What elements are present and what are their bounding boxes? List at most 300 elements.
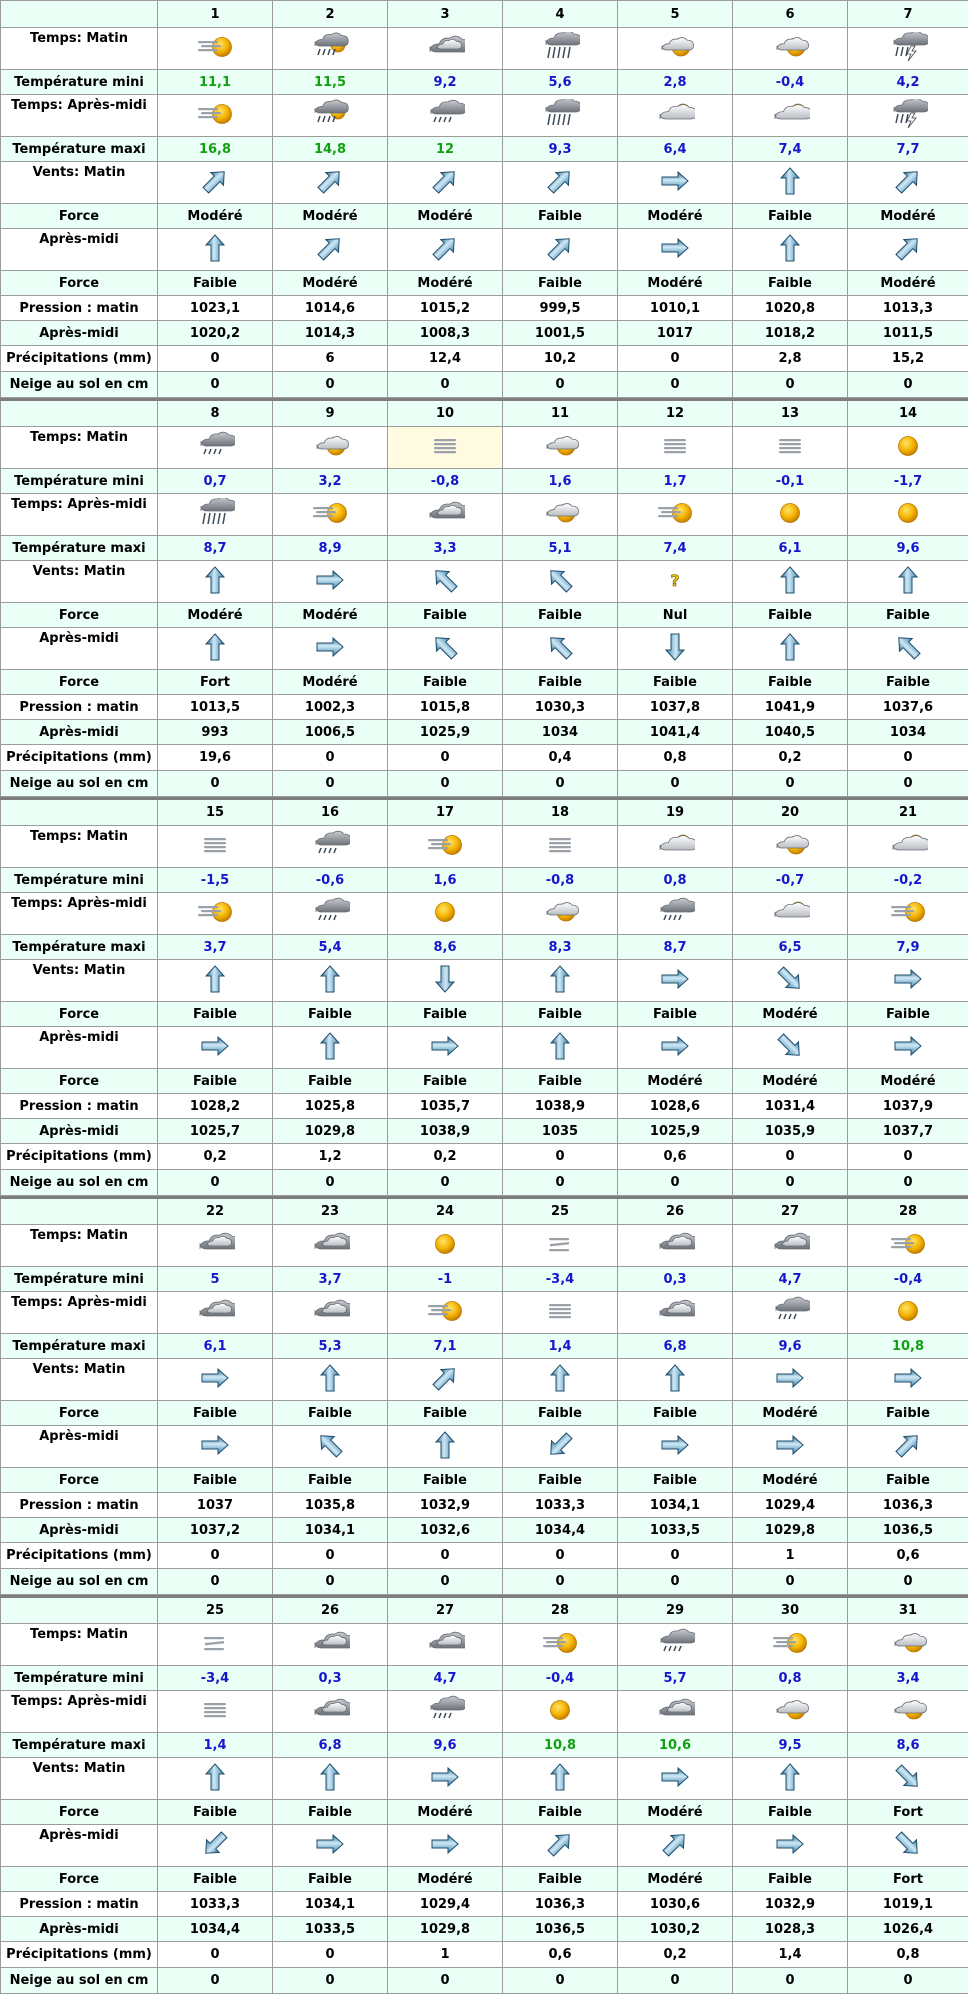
- question-icon: [655, 565, 695, 599]
- wind-afternoon-cell: [158, 1426, 273, 1468]
- sky-morning-cell: [273, 826, 388, 868]
- precipitation-label: Précipitations (mm): [1, 1942, 158, 1968]
- arrow-e-icon: [655, 233, 695, 267]
- wind-afternoon-cell: [273, 1426, 388, 1468]
- arrow-nw-icon: [888, 632, 928, 666]
- wind-morning-label: Vents: Matin: [1, 960, 158, 1002]
- wind-afternoon-row: [1, 229, 968, 271]
- temp-min-cell: -0,6: [273, 868, 388, 893]
- sky-afternoon-cell: [388, 95, 503, 137]
- pressure-morning-cell: 1035,8: [273, 1493, 388, 1518]
- sky-afternoon-cell: [618, 494, 733, 536]
- wind-morning-cell: [388, 960, 503, 1002]
- sky-afternoon-cell: [273, 95, 388, 137]
- wind-morning-cell: [848, 960, 968, 1002]
- force-morning-cell: Modéré: [273, 603, 388, 628]
- pressure-afternoon-cell: 1025,9: [618, 1119, 733, 1144]
- wind-afternoon-cell: [618, 1825, 733, 1867]
- arrow-e-icon: [195, 1430, 235, 1464]
- arrow-n-icon: [195, 565, 235, 599]
- temp-min-cell: 2,8: [618, 70, 733, 95]
- snow-depth-cell: 0: [158, 1968, 273, 1994]
- sky-afternoon-cell: [273, 494, 388, 536]
- pressure-morning-row: [1, 296, 968, 321]
- pressure-morning-cell: 1034,1: [618, 1493, 733, 1518]
- pressure-morning-cell: 1020,8: [733, 296, 848, 321]
- pressure-morning-cell: 1025,8: [273, 1094, 388, 1119]
- temp-min-cell: -1,7: [848, 469, 968, 494]
- pressure-morning-label: Pression : matin: [1, 1094, 158, 1119]
- precipitation-row: [1, 1942, 968, 1968]
- temp-max-row: [1, 137, 968, 162]
- force-afternoon-cell: Faible: [273, 1867, 388, 1892]
- cloud-icon: [310, 1296, 350, 1330]
- sky-morning-cell: [848, 826, 968, 868]
- day-number-row: [1, 799, 968, 826]
- week-table: [0, 1595, 968, 1994]
- temp-min-label: Température mini: [1, 1267, 158, 1292]
- pressure-afternoon-cell: 1018,2: [733, 321, 848, 346]
- arrow-n-icon: [310, 1762, 350, 1796]
- snow-depth-label: Neige au sol en cm: [1, 372, 158, 398]
- snow-depth-cell: 0: [733, 1968, 848, 1994]
- corner-cell: [1, 1597, 158, 1624]
- precipitation-cell: 0: [848, 745, 968, 771]
- pressure-morning-cell: 999,5: [503, 296, 618, 321]
- sky-morning-label: Temps: Matin: [1, 826, 158, 868]
- snow-depth-cell: 0: [158, 372, 273, 398]
- arrow-n-icon: [770, 632, 810, 666]
- precipitation-cell: 0: [503, 1144, 618, 1170]
- precipitation-cell: 19,6: [158, 745, 273, 771]
- cloud-icon: [195, 1296, 235, 1330]
- day-number-cell: 26: [273, 1597, 388, 1624]
- pressure-morning-cell: 1034,1: [273, 1892, 388, 1917]
- arrow-n-icon: [540, 964, 580, 998]
- sun-cloud-icon: [655, 32, 695, 66]
- wind-morning-cell: [158, 1359, 273, 1401]
- temp-max-cell: 8,7: [158, 536, 273, 561]
- precipitation-cell: 10,2: [503, 346, 618, 372]
- snow-depth-cell: 0: [733, 1569, 848, 1595]
- sky-afternoon-cell: [848, 1691, 968, 1733]
- sky-morning-cell: [388, 826, 503, 868]
- wind-afternoon-cell: [158, 229, 273, 271]
- force-morning-cell: Modéré: [733, 1401, 848, 1426]
- sun-cloud-icon: [888, 1628, 928, 1662]
- fog-icon: [655, 431, 695, 465]
- sky-afternoon-label: Temps: Après-midi: [1, 1292, 158, 1334]
- sky-afternoon-cell: [158, 1292, 273, 1334]
- sky-morning-cell: [503, 1225, 618, 1267]
- heavy-rain-icon: [540, 99, 580, 133]
- wind-afternoon-cell: [733, 229, 848, 271]
- sun-cloud-wind-icon: [540, 1628, 580, 1662]
- temp-min-cell: 0,8: [618, 868, 733, 893]
- force-morning-cell: Faible: [158, 1002, 273, 1027]
- wind-morning-cell: [733, 1359, 848, 1401]
- sky-morning-row: [1, 826, 968, 868]
- temp-min-row: [1, 868, 968, 893]
- arrow-n-icon: [770, 565, 810, 599]
- pressure-morning-label: Pression : matin: [1, 695, 158, 720]
- pressure-afternoon-cell: 993: [158, 720, 273, 745]
- arrow-ne-icon: [888, 233, 928, 267]
- precipitation-cell: 0: [388, 745, 503, 771]
- day-number-cell: 12: [618, 400, 733, 427]
- snow-depth-cell: 0: [733, 771, 848, 797]
- precipitation-label: Précipitations (mm): [1, 1144, 158, 1170]
- precipitation-cell: 0,2: [388, 1144, 503, 1170]
- arrow-e-icon: [425, 1829, 465, 1863]
- arrow-e-icon: [770, 1430, 810, 1464]
- sky-afternoon-cell: [733, 1292, 848, 1334]
- wind-morning-row: [1, 561, 968, 603]
- precipitation-label: Précipitations (mm): [1, 1543, 158, 1569]
- force-afternoon-cell: Faible: [158, 1867, 273, 1892]
- pressure-afternoon-cell: 1006,5: [273, 720, 388, 745]
- sky-afternoon-label: Temps: Après-midi: [1, 893, 158, 935]
- pressure-morning-cell: 1038,9: [503, 1094, 618, 1119]
- pressure-afternoon-cell: 1037,2: [158, 1518, 273, 1543]
- force-morning-cell: Faible: [388, 603, 503, 628]
- sun-cloud-wind-icon: [425, 830, 465, 864]
- force-morning-cell: Modéré: [733, 1002, 848, 1027]
- force-morning-row: [1, 1002, 968, 1027]
- pressure-afternoon-cell: 1034,4: [503, 1518, 618, 1543]
- pressure-afternoon-cell: 1025,9: [388, 720, 503, 745]
- temp-max-cell: 6,8: [273, 1733, 388, 1758]
- temp-min-cell: -3,4: [503, 1267, 618, 1292]
- snow-depth-label: Neige au sol en cm: [1, 1968, 158, 1994]
- force-afternoon-cell: Faible: [273, 1069, 388, 1094]
- heavy-rain-icon: [195, 498, 235, 532]
- temp-min-cell: 4,7: [388, 1666, 503, 1691]
- temp-min-cell: -3,4: [158, 1666, 273, 1691]
- day-number-cell: 10: [388, 400, 503, 427]
- temp-min-cell: 1,7: [618, 469, 733, 494]
- arrow-n-icon: [770, 1762, 810, 1796]
- sky-afternoon-cell: [733, 893, 848, 935]
- pressure-afternoon-cell: 1026,4: [848, 1917, 968, 1942]
- snow-depth-cell: 0: [503, 1569, 618, 1595]
- sun-icon: [425, 1229, 465, 1263]
- wind-afternoon-cell: [273, 1825, 388, 1867]
- precipitation-cell: 0: [158, 1543, 273, 1569]
- pressure-morning-cell: 1032,9: [388, 1493, 503, 1518]
- sky-afternoon-cell: [273, 1292, 388, 1334]
- precipitation-cell: 15,2: [848, 346, 968, 372]
- temp-max-cell: 7,4: [733, 137, 848, 162]
- pressure-morning-label: Pression : matin: [1, 1493, 158, 1518]
- day-number-cell: 19: [618, 799, 733, 826]
- sun-icon: [770, 498, 810, 532]
- day-number-cell: 27: [733, 1198, 848, 1225]
- temp-min-cell: 11,5: [273, 70, 388, 95]
- force-afternoon-row: [1, 1468, 968, 1493]
- pressure-morning-cell: 1014,6: [273, 296, 388, 321]
- wind-morning-row: [1, 960, 968, 1002]
- wind-morning-cell: [503, 1758, 618, 1800]
- temp-max-cell: 10,6: [618, 1733, 733, 1758]
- rain-icon: [310, 830, 350, 864]
- sky-afternoon-cell: [733, 1691, 848, 1733]
- force-afternoon-cell: Modéré: [618, 1867, 733, 1892]
- week-table: [0, 1196, 968, 1595]
- arrow-e-icon: [310, 1829, 350, 1863]
- force-afternoon-cell: Faible: [733, 1867, 848, 1892]
- force-morning-cell: Faible: [733, 204, 848, 229]
- wind-morning-label: Vents: Matin: [1, 561, 158, 603]
- sky-morning-label: Temps: Matin: [1, 28, 158, 70]
- sky-morning-cell: [503, 1624, 618, 1666]
- pressure-afternoon-cell: 1036,5: [848, 1518, 968, 1543]
- wind-morning-cell: [848, 561, 968, 603]
- pressure-afternoon-cell: 1033,5: [618, 1518, 733, 1543]
- arrow-se-icon: [770, 964, 810, 998]
- day-number-cell: 16: [273, 799, 388, 826]
- sky-afternoon-cell: [388, 893, 503, 935]
- pressure-afternoon-cell: 1034,1: [273, 1518, 388, 1543]
- snow-depth-cell: 0: [273, 771, 388, 797]
- pressure-morning-cell: 1037,8: [618, 695, 733, 720]
- arrow-n-icon: [425, 1430, 465, 1464]
- sky-afternoon-cell: [273, 893, 388, 935]
- precipitation-row: [1, 745, 968, 771]
- force-morning-cell: Faible: [848, 1002, 968, 1027]
- arrow-e-icon: [655, 964, 695, 998]
- force-morning-cell: Nul: [618, 603, 733, 628]
- day-number-cell: 9: [273, 400, 388, 427]
- force-afternoon-cell: Faible: [733, 670, 848, 695]
- temp-max-cell: 7,9: [848, 935, 968, 960]
- pressure-afternoon-cell: 1030,2: [618, 1917, 733, 1942]
- force-morning-cell: Faible: [273, 1002, 388, 1027]
- snow-depth-row: [1, 372, 968, 398]
- wind-morning-cell: [733, 162, 848, 204]
- temp-min-label: Température mini: [1, 70, 158, 95]
- sky-morning-cell: [273, 1624, 388, 1666]
- arrow-e-icon: [770, 1363, 810, 1397]
- wind-afternoon-cell: [848, 1825, 968, 1867]
- force-morning-cell: Faible: [618, 1002, 733, 1027]
- week-table: [0, 0, 968, 398]
- sky-afternoon-cell: [388, 1691, 503, 1733]
- arrow-e-icon: [888, 1031, 928, 1065]
- wind-afternoon-cell: [618, 628, 733, 670]
- arrow-n-icon: [195, 632, 235, 666]
- precipitation-cell: 0,2: [733, 745, 848, 771]
- pressure-afternoon-row: [1, 1518, 968, 1543]
- pressure-afternoon-label: Après-midi: [1, 1119, 158, 1144]
- sky-morning-cell: [388, 28, 503, 70]
- snow-depth-cell: 0: [618, 1569, 733, 1595]
- wind-afternoon-cell: [158, 628, 273, 670]
- wind-morning-cell: [848, 1359, 968, 1401]
- temp-min-label: Température mini: [1, 1666, 158, 1691]
- precipitation-cell: 0: [273, 1942, 388, 1968]
- temp-max-cell: 1,4: [503, 1334, 618, 1359]
- force-afternoon-row: [1, 1069, 968, 1094]
- force-morning-cell: Faible: [618, 1401, 733, 1426]
- arrow-se-icon: [770, 1031, 810, 1065]
- arrow-n-icon: [770, 233, 810, 267]
- arrow-e-icon: [195, 1031, 235, 1065]
- temp-min-row: [1, 469, 968, 494]
- day-number-cell: 17: [388, 799, 503, 826]
- day-number-cell: 26: [618, 1198, 733, 1225]
- wind-afternoon-cell: [733, 1825, 848, 1867]
- wind-afternoon-cell: [503, 229, 618, 271]
- arrow-n-icon: [540, 1031, 580, 1065]
- force-morning-label: Force: [1, 204, 158, 229]
- snow-depth-cell: 0: [273, 1968, 388, 1994]
- force-morning-cell: Modéré: [158, 204, 273, 229]
- force-morning-cell: Faible: [503, 1401, 618, 1426]
- pressure-afternoon-cell: 1011,5: [848, 321, 968, 346]
- arrow-n-icon: [655, 1363, 695, 1397]
- pressure-morning-cell: 1037: [158, 1493, 273, 1518]
- wind-morning-cell: [848, 1758, 968, 1800]
- sun-icon: [888, 1296, 928, 1330]
- force-morning-cell: Modéré: [848, 204, 968, 229]
- force-afternoon-cell: Faible: [503, 271, 618, 296]
- wind-afternoon-cell: [503, 1426, 618, 1468]
- sky-afternoon-cell: [503, 1691, 618, 1733]
- force-afternoon-cell: Faible: [158, 1468, 273, 1493]
- force-afternoon-cell: Faible: [733, 271, 848, 296]
- sky-afternoon-cell: [618, 1691, 733, 1733]
- sky-afternoon-label: Temps: Après-midi: [1, 95, 158, 137]
- sky-morning-cell: [618, 28, 733, 70]
- precipitation-cell: 0,6: [618, 1144, 733, 1170]
- temp-max-cell: 14,8: [273, 137, 388, 162]
- precipitation-cell: 0,8: [848, 1942, 968, 1968]
- day-number-cell: 20: [733, 799, 848, 826]
- sky-afternoon-cell: [503, 893, 618, 935]
- wind-afternoon-row: [1, 1027, 968, 1069]
- snow-depth-cell: 0: [388, 1569, 503, 1595]
- day-number-cell: 24: [388, 1198, 503, 1225]
- pressure-afternoon-row: [1, 1119, 968, 1144]
- day-number-cell: 18: [503, 799, 618, 826]
- day-number-cell: 8: [158, 400, 273, 427]
- wind-morning-cell: [503, 162, 618, 204]
- fog-low-icon: [195, 1628, 235, 1662]
- pressure-afternoon-cell: 1035,9: [733, 1119, 848, 1144]
- wind-morning-cell: [618, 1758, 733, 1800]
- wind-morning-cell: [503, 1359, 618, 1401]
- wind-morning-cell: [388, 1359, 503, 1401]
- wind-afternoon-row: [1, 628, 968, 670]
- pressure-morning-cell: 1013,3: [848, 296, 968, 321]
- sun-cloud-icon: [310, 431, 350, 465]
- arrow-nw-icon: [540, 632, 580, 666]
- pressure-morning-row: [1, 1094, 968, 1119]
- pressure-morning-cell: 1033,3: [158, 1892, 273, 1917]
- snow-depth-label: Neige au sol en cm: [1, 1170, 158, 1196]
- wind-afternoon-cell: [503, 1825, 618, 1867]
- force-afternoon-row: [1, 271, 968, 296]
- precipitation-cell: 12,4: [388, 346, 503, 372]
- wind-afternoon-cell: [848, 1426, 968, 1468]
- wind-morning-cell: [388, 162, 503, 204]
- precipitation-cell: 0,2: [618, 1942, 733, 1968]
- temp-max-cell: 5,4: [273, 935, 388, 960]
- wind-morning-cell: [388, 561, 503, 603]
- temp-min-cell: 5: [158, 1267, 273, 1292]
- pressure-morning-cell: 1033,3: [503, 1493, 618, 1518]
- wind-morning-row: [1, 1359, 968, 1401]
- sky-morning-cell: [388, 1225, 503, 1267]
- wind-afternoon-cell: [388, 628, 503, 670]
- corner-cell: [1, 1198, 158, 1225]
- sky-afternoon-cell: [848, 95, 968, 137]
- pressure-afternoon-label: Après-midi: [1, 1518, 158, 1543]
- force-afternoon-label: Force: [1, 1867, 158, 1892]
- pressure-morning-label: Pression : matin: [1, 296, 158, 321]
- temp-max-cell: 7,1: [388, 1334, 503, 1359]
- pressure-afternoon-row: [1, 720, 968, 745]
- arrow-e-icon: [425, 1762, 465, 1796]
- pressure-afternoon-cell: 1041,4: [618, 720, 733, 745]
- snow-depth-cell: 0: [618, 1968, 733, 1994]
- snow-depth-cell: 0: [618, 372, 733, 398]
- temp-max-row: [1, 1334, 968, 1359]
- snow-depth-cell: 0: [158, 771, 273, 797]
- snow-depth-label: Neige au sol en cm: [1, 771, 158, 797]
- temp-min-cell: -0,8: [503, 868, 618, 893]
- cloud-icon: [655, 1296, 695, 1330]
- wind-morning-cell: [158, 1758, 273, 1800]
- force-morning-cell: Faible: [158, 1401, 273, 1426]
- force-morning-cell: Modéré: [158, 603, 273, 628]
- arrow-sw-icon: [540, 1430, 580, 1464]
- temp-max-cell: 5,1: [503, 536, 618, 561]
- day-number-row: [1, 1198, 968, 1225]
- cloud-icon: [195, 1229, 235, 1263]
- force-afternoon-cell: Modéré: [388, 271, 503, 296]
- precipitation-cell: 0,4: [503, 745, 618, 771]
- pressure-morning-cell: 1013,5: [158, 695, 273, 720]
- force-afternoon-cell: Fort: [158, 670, 273, 695]
- wind-morning-cell: [503, 561, 618, 603]
- wind-morning-cell: [618, 162, 733, 204]
- temp-max-cell: 7,4: [618, 536, 733, 561]
- day-number-cell: 28: [503, 1597, 618, 1624]
- fog-icon: [540, 830, 580, 864]
- wind-morning-row: [1, 162, 968, 204]
- temp-min-cell: -0,4: [733, 70, 848, 95]
- temp-max-label: Température maxi: [1, 1733, 158, 1758]
- cloud-icon: [425, 498, 465, 532]
- sky-morning-cell: [273, 427, 388, 469]
- sun-cloud-wind-icon: [195, 897, 235, 931]
- arrow-e-icon: [310, 565, 350, 599]
- day-number-cell: 31: [848, 1597, 968, 1624]
- force-afternoon-cell: Faible: [618, 1468, 733, 1493]
- arrow-n-icon: [195, 964, 235, 998]
- temp-max-cell: 6,1: [733, 536, 848, 561]
- force-afternoon-cell: Faible: [848, 670, 968, 695]
- snow-depth-cell: 0: [388, 1170, 503, 1196]
- day-number-row: [1, 400, 968, 427]
- force-morning-cell: Faible: [503, 1002, 618, 1027]
- sky-morning-cell: [158, 28, 273, 70]
- temp-max-label: Température maxi: [1, 935, 158, 960]
- temp-max-cell: 9,6: [733, 1334, 848, 1359]
- day-number-row: [1, 1597, 968, 1624]
